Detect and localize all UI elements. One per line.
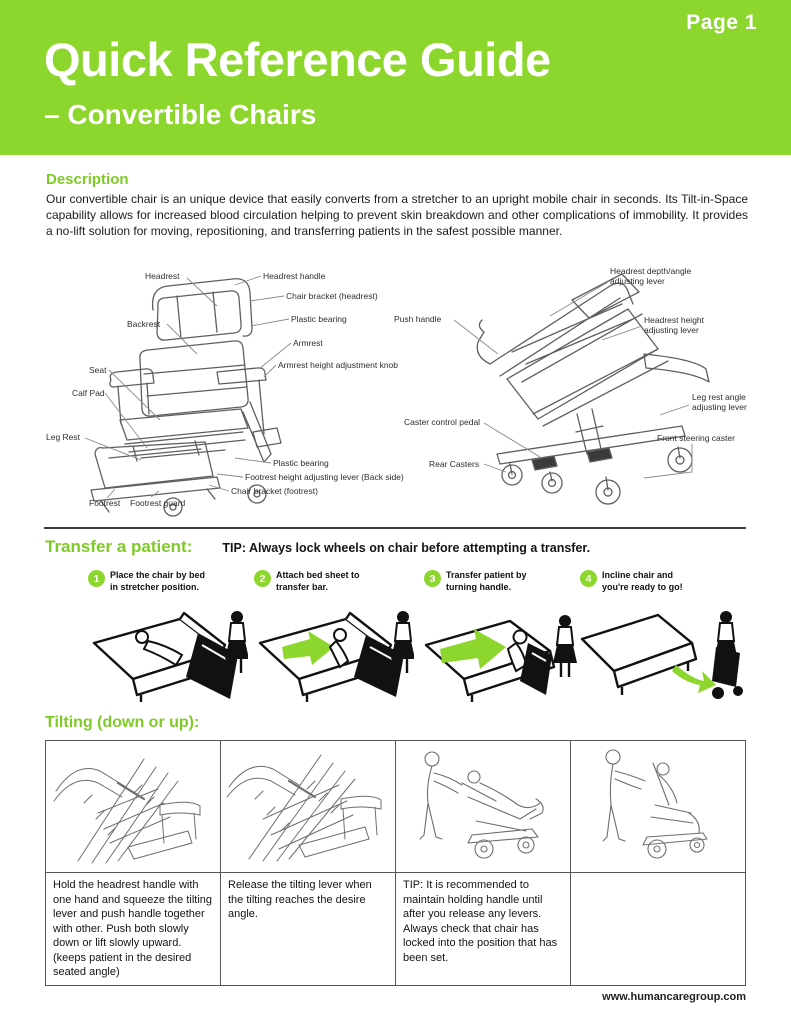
step-number-badge: 3 bbox=[424, 570, 441, 587]
tilting-text-cell-1: Hold the headrest handle with one hand and squeeze the tilting lever and push handle together with other. Push both slowly down or lift slowly upward. (keeps patient in the desired seated angle) bbox=[46, 873, 221, 986]
tilting-step-4-illustration bbox=[573, 743, 743, 865]
step-number-badge: 4 bbox=[580, 570, 597, 587]
diagram-label: Rear Casters bbox=[429, 459, 480, 469]
description-body: Our convertible chair is an unique device that easily converts from a stretcher to an upright mobile chair in seconds. Its Tilt-in-Space capability allows for increased blood circulation helping to prevent skin breakdown and other complications of immobility. It provides a no-lift solution for moving, repositioning, and transferring patients in the safest possible manner. bbox=[46, 192, 748, 239]
diagram-label: Armrest bbox=[293, 338, 323, 348]
diagram-label: Footrest height adjusting lever (Back side) bbox=[245, 472, 404, 482]
tilting-image-cell-4 bbox=[571, 741, 746, 873]
diagram-label: Front steering caster bbox=[657, 433, 735, 443]
page-title: Quick Reference Guide bbox=[44, 33, 551, 86]
diagram-label: Headrest depth/angle adjusting lever bbox=[610, 266, 692, 287]
section-divider bbox=[44, 527, 746, 529]
footer-url: www.humancaregroup.com bbox=[602, 991, 746, 1003]
diagram-label: Caster control pedal bbox=[404, 417, 481, 427]
header-banner bbox=[0, 0, 791, 155]
transfer-step-2 bbox=[254, 570, 418, 703]
diagram-label: Plastic bearing bbox=[291, 314, 347, 324]
diagram-label: Seat bbox=[89, 365, 107, 375]
page-subtitle: – Convertible Chairs bbox=[44, 99, 317, 130]
diagram-label: Chair bracket (footrest) bbox=[231, 486, 318, 496]
chair-tilted-diagram bbox=[392, 262, 790, 514]
diagram-label: Headrest handle bbox=[263, 271, 326, 281]
step-caption: Attach bed sheet to transfer bar. bbox=[276, 570, 360, 592]
transfer-step-3-illustration bbox=[424, 595, 584, 703]
diagram-label: Footrest guard bbox=[130, 498, 186, 508]
diagram-label: Armrest height adjustment knob bbox=[278, 360, 399, 370]
diagram-label: Push handle bbox=[394, 314, 442, 324]
tilting-text-cell-3: TIP: It is recommended to maintain holding handle until after you release any levers. Always check that chair has locked into the position that has been set. bbox=[396, 873, 571, 986]
step-caption: Incline chair and you're ready to go! bbox=[602, 570, 683, 592]
tilting-step-3-illustration bbox=[398, 743, 568, 865]
tilting-image-cell-2 bbox=[221, 741, 396, 873]
tilting-image-cell-3 bbox=[396, 741, 571, 873]
diagram-label: Headrest height adjusting lever bbox=[644, 315, 705, 336]
transfer-heading: Transfer a patient: bbox=[45, 537, 193, 556]
chair-upright-diagram bbox=[45, 262, 404, 522]
tilting-text-cell-2: Release the tilting lever when the tilting reaches the desire angle. bbox=[221, 873, 396, 986]
step-caption: Place the chair by bed in stretcher position. bbox=[110, 570, 206, 592]
diagram-label: Chair bracket (headrest) bbox=[286, 291, 378, 301]
tilting-image-cell-1 bbox=[46, 741, 221, 873]
transfer-step-3 bbox=[424, 570, 588, 703]
diagram-label: Leg rest angle adjusting lever bbox=[692, 392, 747, 413]
diagram-label: Calf Pad bbox=[72, 388, 105, 398]
step-number-badge: 1 bbox=[88, 570, 105, 587]
page-number: Page 1 bbox=[686, 11, 757, 34]
tilting-table bbox=[45, 740, 746, 986]
transfer-section-header bbox=[45, 537, 590, 557]
diagram-label: Backrest bbox=[127, 319, 161, 329]
tilting-heading: Tilting (down or up): bbox=[45, 714, 200, 731]
transfer-step-1 bbox=[88, 570, 252, 703]
description-heading: Description bbox=[46, 171, 129, 188]
diagram-label: Headrest bbox=[145, 271, 180, 281]
transfer-step-2-illustration bbox=[254, 595, 414, 703]
tilting-step-1-illustration bbox=[48, 743, 218, 865]
diagram-label: Footrest bbox=[89, 498, 121, 508]
step-caption: Transfer patient by turning handle. bbox=[446, 570, 527, 592]
tilting-step-2-illustration bbox=[223, 743, 393, 865]
diagram-label: Plastic bearing bbox=[273, 458, 329, 468]
transfer-step-4-illustration bbox=[580, 595, 750, 703]
transfer-step-4 bbox=[580, 570, 744, 703]
transfer-step-1-illustration bbox=[88, 595, 248, 703]
transfer-tip: TIP: Always lock wheels on chair before attempting a transfer. bbox=[222, 541, 591, 555]
description-section bbox=[46, 171, 748, 240]
tilting-text-cell-4 bbox=[571, 873, 746, 986]
step-number-badge: 2 bbox=[254, 570, 271, 587]
diagram-label: Leg Rest bbox=[46, 432, 81, 442]
chair-tilted-illustration bbox=[392, 262, 790, 514]
